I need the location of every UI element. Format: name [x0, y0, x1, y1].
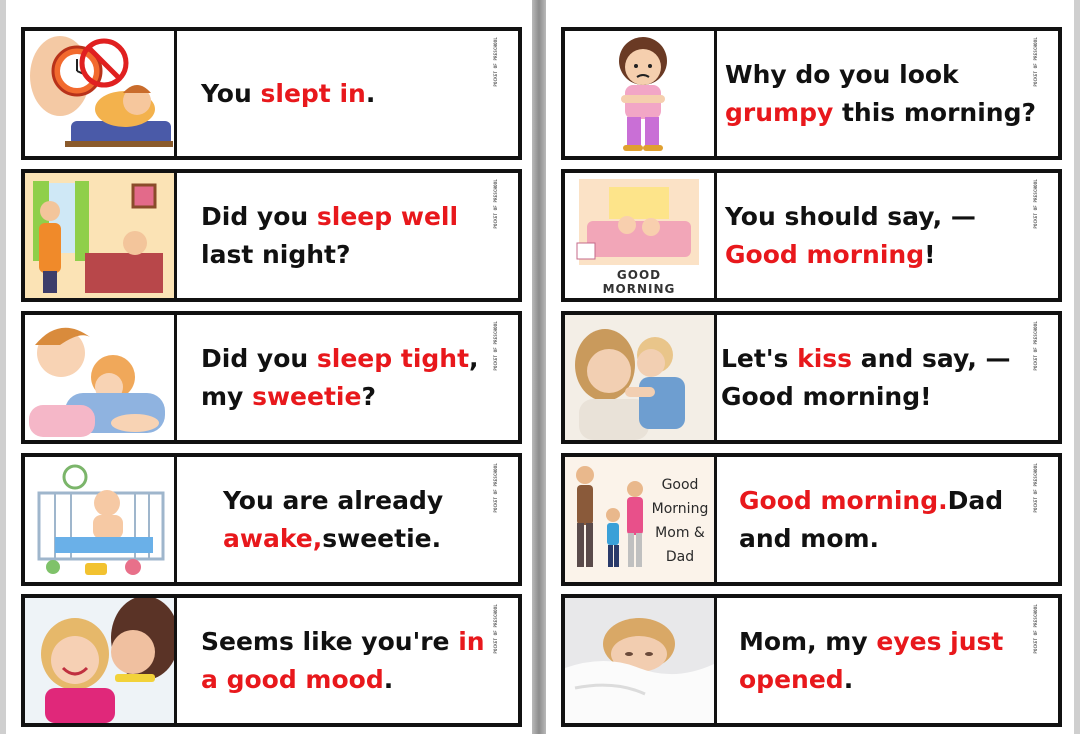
text-part: . [365, 78, 376, 108]
sentence [717, 623, 1040, 699]
card-right-4 [561, 453, 1062, 586]
card-right-2 [561, 169, 1062, 302]
credit-text: POCKET OF PRESCHOOL [1033, 463, 1038, 513]
card-right-3 [561, 311, 1062, 444]
card-text [717, 31, 1058, 156]
text-part: , my [201, 343, 479, 411]
text-part: Did you [201, 343, 317, 373]
text-part: and say, —Good morning! [721, 343, 1011, 411]
highlight-part: awake, [223, 523, 323, 553]
svg-text:Mom &: Mom & [655, 525, 705, 541]
card-text [717, 598, 1058, 723]
family-good-morning-icon [565, 457, 717, 582]
sentence [177, 75, 375, 113]
credit-text: POCKET OF PRESCHOOL [493, 37, 498, 87]
highlight-part: Good morning [725, 239, 925, 269]
text-part: . [843, 664, 854, 694]
happy-girl-with-mother-icon [25, 598, 177, 723]
svg-text:MORNING: MORNING [602, 282, 676, 296]
credit-text: POCKET OF PRESCHOOL [493, 321, 498, 371]
page-gutter [532, 0, 546, 734]
good-morning-bedroom-icon [565, 173, 717, 298]
alarm-clock-sleeping-child-icon [25, 31, 177, 156]
mother-hugging-child-icon [25, 315, 177, 440]
text-part: Dad and mom. [739, 485, 1004, 553]
card-left-4 [21, 453, 522, 586]
highlight-part: grumpy [725, 97, 834, 127]
sentence [177, 482, 500, 558]
credit-text: POCKET OF PRESCHOOL [493, 604, 498, 654]
svg-text:Morning: Morning [651, 501, 709, 517]
child-kissing-mother-icon [565, 315, 717, 440]
svg-text:Dad: Dad [665, 549, 695, 565]
highlight-part: sweetie [252, 381, 362, 411]
card-text [717, 457, 1058, 582]
sentence [717, 340, 1040, 416]
svg-text:GOOD: GOOD [616, 268, 662, 282]
sentence [177, 198, 500, 274]
credit-text: POCKET OF PRESCHOOL [1033, 604, 1038, 654]
sentence [717, 482, 1040, 558]
credit-text: POCKET OF PRESCHOOL [1033, 37, 1038, 87]
text-part: Mom, my [739, 626, 877, 656]
card-text [177, 315, 518, 440]
card-text [177, 173, 518, 298]
highlight-part: slept in [260, 78, 366, 108]
text-part: Why do you look [725, 59, 959, 89]
highlight-part: sleep well [316, 201, 459, 231]
card-text [717, 315, 1058, 440]
text-part: sweetie. [322, 523, 442, 553]
card-left-5 [21, 594, 522, 727]
card-right-1 [561, 27, 1062, 160]
grumpy-girl-icon [565, 31, 717, 156]
credit-text: POCKET OF PRESCHOOL [493, 179, 498, 229]
sentence [177, 340, 500, 416]
text-part: ! [924, 239, 936, 269]
highlight-part: kiss [797, 343, 853, 373]
text-part: this morning? [833, 97, 1036, 127]
text-part: You are already [223, 485, 444, 515]
mother-waking-child-icon [25, 173, 177, 298]
card-right-5 [561, 594, 1062, 727]
highlight-part: sleep tight [316, 343, 470, 373]
svg-text:Good: Good [661, 477, 699, 493]
highlight-part: eyes just [876, 626, 1004, 656]
credit-text: POCKET OF PRESCHOOL [493, 463, 498, 513]
credit-text: POCKET OF PRESCHOOL [1033, 179, 1038, 229]
sentence [717, 56, 1040, 132]
text-part: Let's [721, 343, 798, 373]
card-left-3 [21, 311, 522, 444]
text-part: You [201, 78, 261, 108]
card-text [177, 598, 518, 723]
highlight-part: Good morning. [739, 485, 948, 515]
sentence [717, 198, 1040, 274]
text-part: ? [361, 381, 376, 411]
highlight-part: in a good mood [201, 626, 485, 694]
credit-text: POCKET OF PRESCHOOL [1033, 321, 1038, 371]
text-part: last night? [201, 239, 351, 269]
baby-in-crib-icon [25, 457, 177, 582]
card-left-2 [21, 169, 522, 302]
text-part: Seems like you're [201, 626, 459, 656]
card-text [177, 31, 518, 156]
highlight-part: opened [739, 664, 844, 694]
card-left-1 [21, 27, 522, 160]
card-text [717, 173, 1058, 298]
text-part: . [383, 664, 394, 694]
text-part: Did you [201, 201, 317, 231]
text-part: You should say, — [725, 201, 976, 231]
sentence [177, 623, 500, 699]
child-under-blanket-icon [565, 598, 717, 723]
card-text [177, 457, 518, 582]
